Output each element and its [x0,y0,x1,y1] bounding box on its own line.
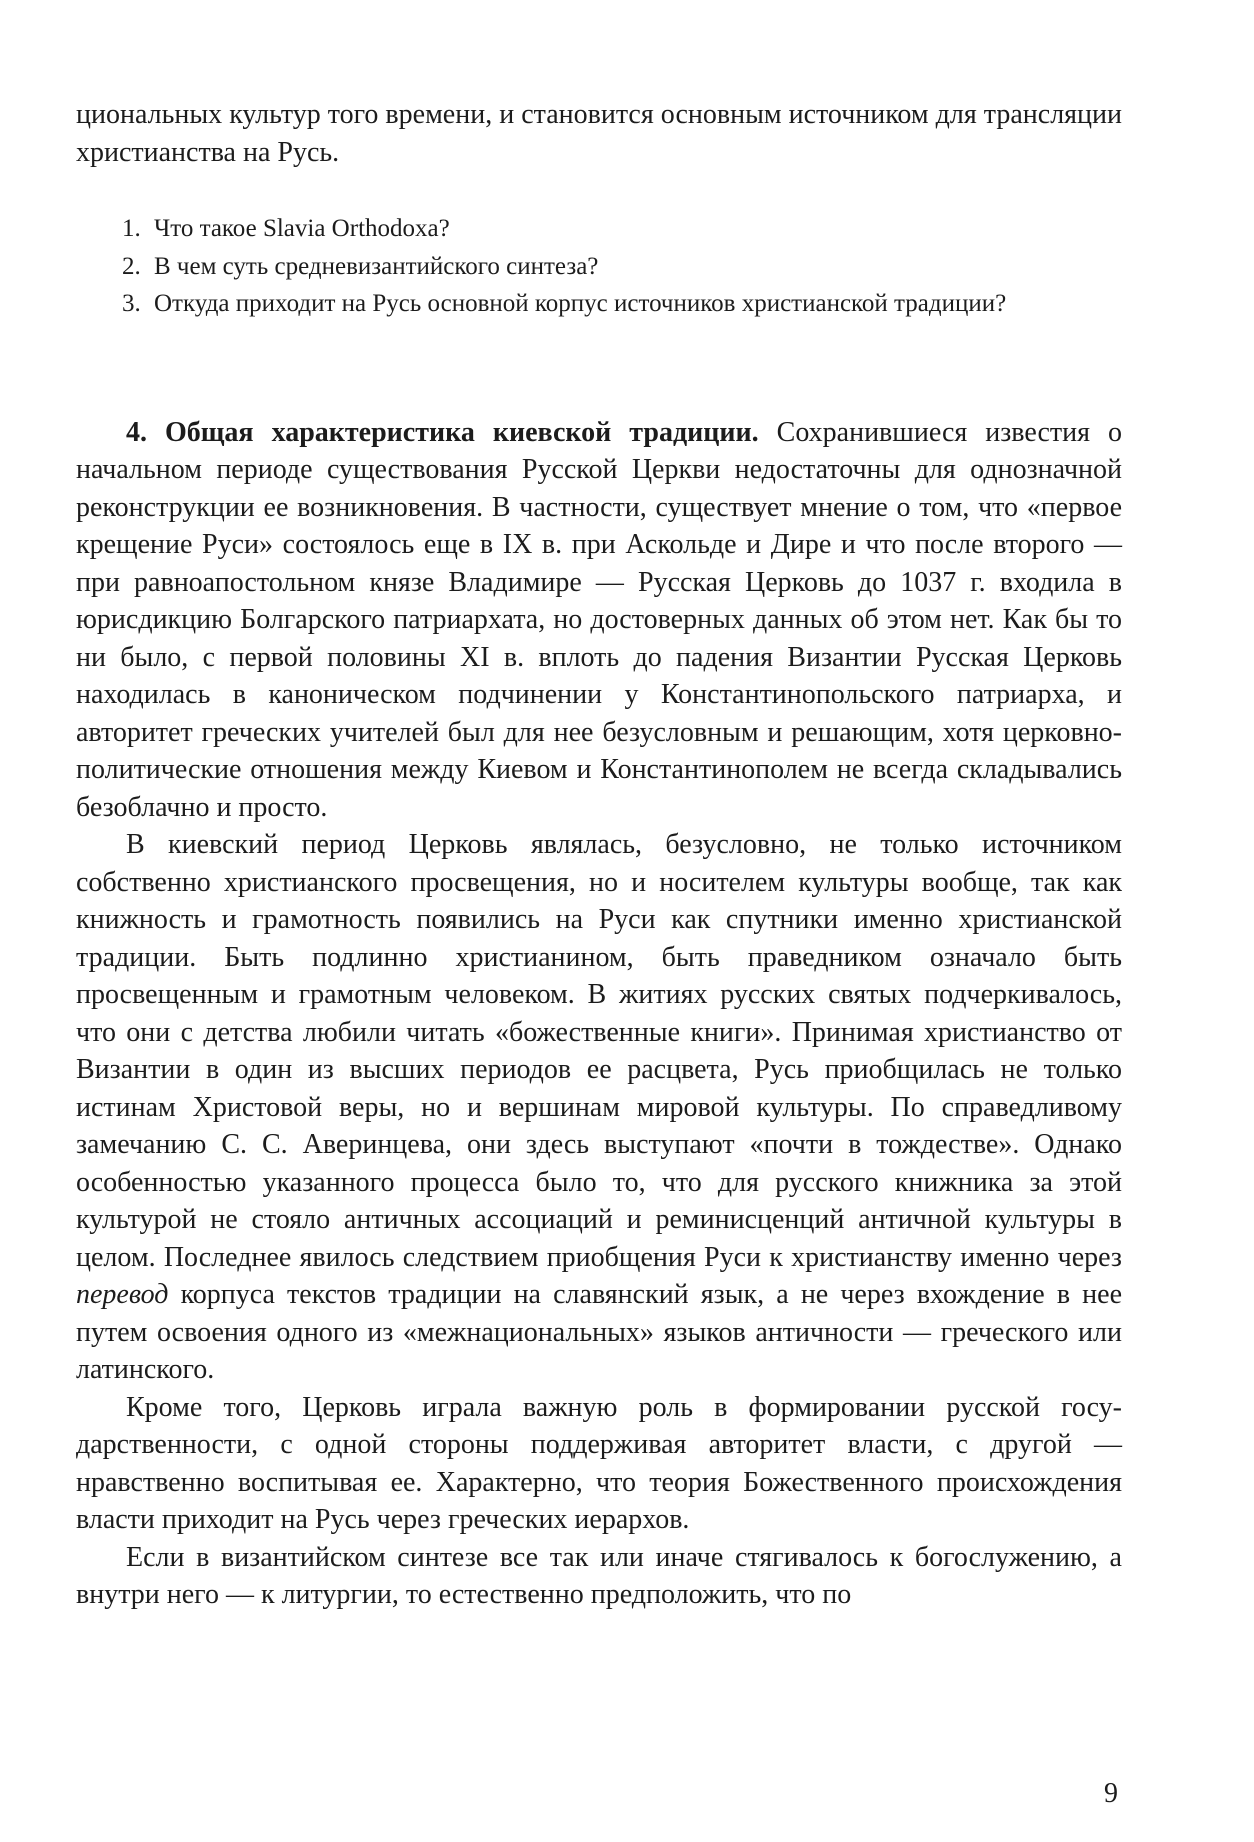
question-text: В чем суть средневизантийского синтеза? [154,252,599,280]
question-item [122,210,1122,248]
italic-term: перевод [76,1279,169,1310]
review-questions [76,210,1122,323]
intro-paragraph: циональных культур того времени, и становится основным источником для трансляции христианства на Русь. [76,99,1122,168]
question-number: 1. [122,215,141,242]
question-number: 3. [122,290,141,317]
question-text: Что такое Slavia Orthodoxa? [154,215,450,242]
question-number: 2. [122,252,141,280]
section-first-paragraph-text: Сохранившиеся известия о начальном периоде существования Русской Церкви недостаточны для однозначной реконструкции ее возникновения. В частности, существует мнение о том, что «первое крещение Руси» состоялось еще в IX в. при Аскольде и Дире и что после второго — при равноапостольном князе Владимире — Русская Церковь до 1037 г. входила в юрисдикцию Болгарского патриархата, но достоверных данных об этом нет. Как бы то ни было, с первой половины XI в. вплоть до падения Византии Русская Церковь находилась в каноническом подчинении у Константинопольского патриарха, и авторитет греческих учителей был для нее безусловным и решающим, хотя церковно-политические отношения между Киевом и Константинополем не всегда складывались безоблачно и просто. [76,416,1123,823]
page-number: 9 [1104,1778,1118,1809]
paragraph-4: Если в византийском синтезе все так или иначе стягивалось к богослужению, а внутри него — к литургии, то естественно предположить, что по [76,1541,1122,1610]
question-text: Откуда приходит на Русь основной корпус источников христианской традиции? [154,290,1007,317]
paragraph-2 [76,826,1122,1389]
paragraph-2-text-b: корпуса текстов традиции на славянский язык, а не через вхождение в нее путем освоения одного из «межнациональных» языков античности — греческого или латинского. [76,1279,1122,1385]
question-item [122,285,1122,323]
paragraph-3: Кроме того, Церковь играла важную роль в формировании русской государственности, с одной стороны поддерживая авторитет власти, с другой — нравственно воспитывая ее. Характерно, что теория Божественного происхождения власти приходит на Русь через греческих иерархов. [76,1391,1122,1535]
section-heading: 4. Общая характеристика киевской традиции. [126,416,759,448]
paragraph-2-text-a: В киевский период Церковь являлась, безусловно, не только источником собственно христианского просвещения, но и носителем культуры вообще, так как книжность и грамотность появились на Руси как спутники именно христианской традиции. Быть подлинно христианином, быть праведником означало быть просвещенным и грамотным человеком. В житиях русских святых подчеркивалось, что они с детства любили читать «божественные книги». Принимая христианство от Византии в один из высших периодов ее расцвета, Русь приобщилась не только истинам Христовой веры, но и вершинам мировой культуры. По справедливому замечанию С. С. Аверинцева, они здесь выступают «почти в тождестве». Однако особенностью указанного процесса было то, что для русского книжника за этой культурой не стояло античных ассоциаций и реминисценций античной культуры в целом. Последнее явилось следствием приобщения Руси к христианству именно через [76,829,1122,1273]
section-first-paragraph [76,414,1122,827]
book-page [76,96,1122,1614]
question-item [122,248,1122,286]
